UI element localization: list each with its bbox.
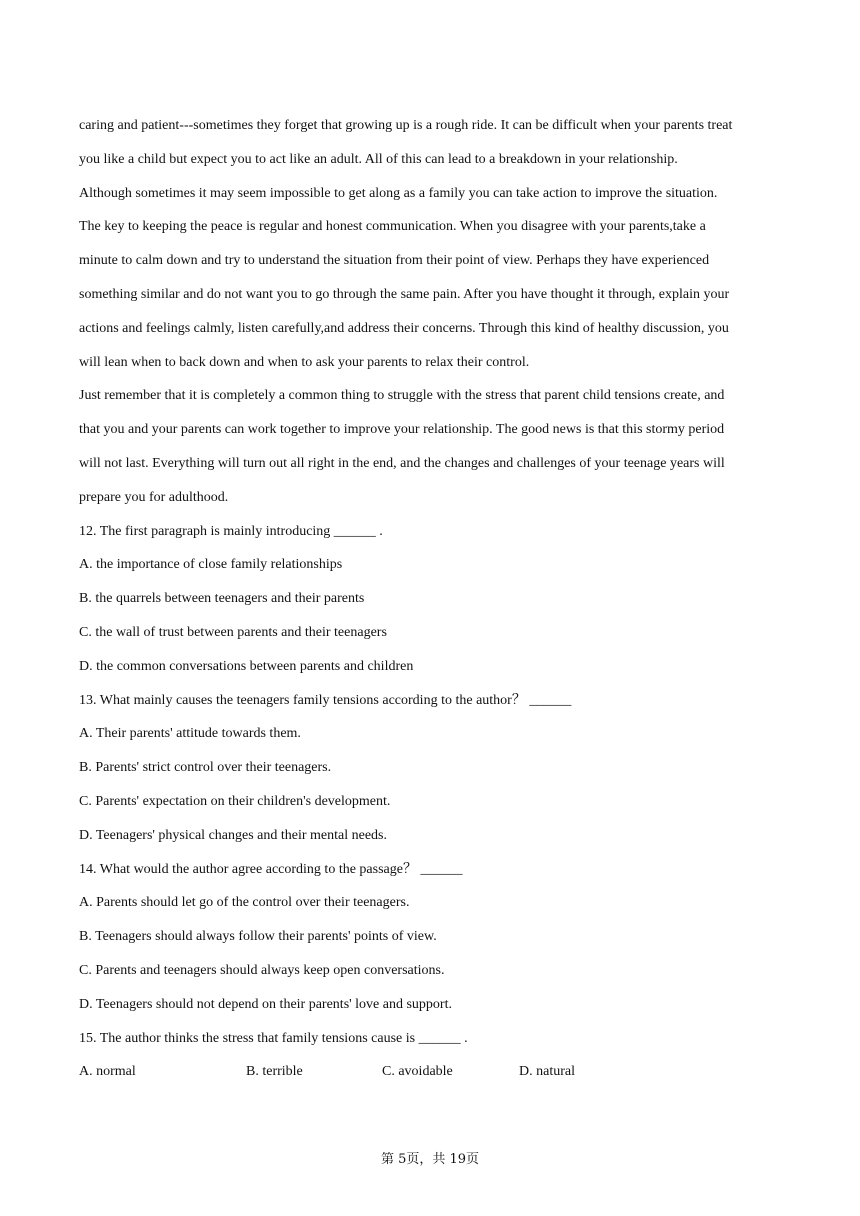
- question-15: [79, 1022, 789, 1090]
- passage-line: caring and patient---sometimes they forget that growing up is a rough ride. It can be difficult when your parents treat: [79, 118, 733, 133]
- passage-line: that you and your parents can work together to improve your relationship. The good news is that this stormy period: [79, 422, 725, 438]
- reading-passage: [79, 109, 789, 515]
- option-a: A. Their parents' attitude towards them.: [79, 726, 301, 742]
- option-c: C. the wall of trust between parents and their teenagers: [79, 624, 387, 640]
- option-c: C. avoidable: [382, 1064, 453, 1080]
- option-d: D. the common conversations between parents and children: [79, 658, 414, 674]
- passage-line: will lean when to back down and when to ask your parents to relax their control.: [79, 354, 530, 370]
- question-stem: 13. What mainly causes the teenagers family tensions according to the author？ ______: [79, 692, 572, 708]
- question-13: [79, 684, 789, 853]
- option-b: B. the quarrels between teenagers and their parents: [79, 591, 365, 607]
- option-d: D. natural: [519, 1064, 575, 1080]
- question-stem: 12. The first paragraph is mainly introducing ______ .: [79, 523, 383, 539]
- document-body: [79, 109, 789, 1089]
- option-d: D. Teenagers should not depend on their parents' love and support.: [79, 996, 452, 1012]
- passage-line: minute to calm down and try to understand the situation from their point of view. Perhaps they have experienced: [79, 253, 710, 269]
- option-d: D. Teenagers' physical changes and their mental needs.: [79, 827, 388, 843]
- question-12: [79, 515, 789, 684]
- passage-line: you like a child but expect you to act like an adult. All of this can lead to a breakdown in your relationship.: [79, 151, 678, 167]
- page-number: 第 5页，共 19页: [380, 1152, 480, 1167]
- option-b: B. Teenagers should always follow their parents' points of view.: [79, 929, 437, 945]
- passage-line: Just remember that it is completely a common thing to struggle with the stress that parent child tensions create, and: [79, 388, 725, 404]
- option-b: B. Parents' strict control over their teenagers.: [79, 760, 332, 776]
- option-a: A. normal: [79, 1064, 136, 1080]
- passage-line: will not last. Everything will turn out all right in the end, and the changes and challenges of your teenage years will: [79, 455, 725, 471]
- option-c: C. Parents and teenagers should always keep open conversations.: [79, 962, 445, 978]
- option-c: C. Parents' expectation on their children's development.: [79, 793, 391, 809]
- passage-line: actions and feelings calmly, listen carefully,and address their concerns. Through this kind of healthy discussion, you: [79, 320, 729, 336]
- question-stem: 14. What would the author agree according to the passage？ ______: [79, 861, 463, 877]
- passage-line: Although sometimes it may seem impossible to get along as a family you can take action to improve the situation.: [79, 185, 718, 201]
- question-14: [79, 853, 789, 1022]
- option-a: A. Parents should let go of the control over their teenagers.: [79, 895, 410, 911]
- option-a: A. the importance of close family relationships: [79, 557, 343, 573]
- passage-line: prepare you for adulthood.: [79, 489, 229, 505]
- option-b: B. terrible: [246, 1064, 303, 1080]
- options-row: [79, 1055, 789, 1089]
- question-stem: 15. The author thinks the stress that family tensions cause is ______ .: [79, 1030, 468, 1046]
- passage-line: The key to keeping the peace is regular and honest communication. When you disagree with your parents,take a: [79, 219, 706, 235]
- passage-line: something similar and do not want you to go through the same pain. After you have thought it through, explain your: [79, 286, 730, 302]
